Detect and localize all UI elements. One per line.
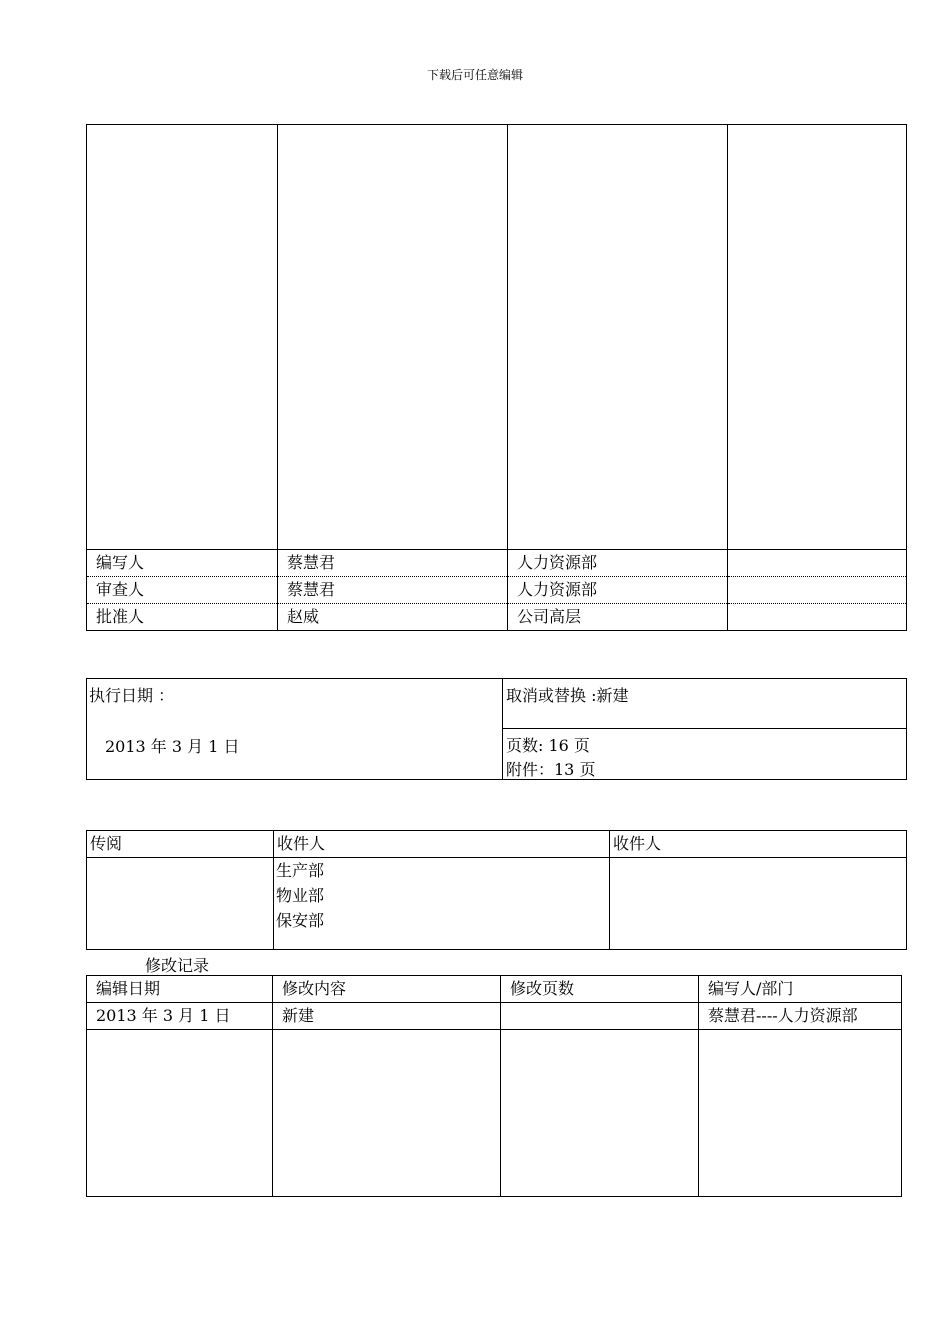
blank-cell	[87, 1030, 273, 1197]
list-item: 物业部	[276, 886, 325, 905]
name-cell: 赵威	[278, 604, 508, 631]
list-item: 生产部	[276, 861, 325, 880]
blank-cell	[273, 1030, 501, 1197]
blank-cell	[501, 1030, 699, 1197]
execution-date-cell	[87, 679, 503, 780]
cancel-label: 取消或替换 :新建	[506, 686, 629, 705]
dept-cell: 人力资源部	[508, 577, 728, 604]
table-cell: 2013 年 3 月 1 日	[87, 1003, 273, 1030]
recipient-header: 收件人	[610, 831, 907, 858]
table-row	[87, 1003, 902, 1030]
attachments-text: 附件：13 页	[506, 760, 596, 779]
blank-cell	[278, 125, 508, 550]
approval-table	[86, 124, 907, 631]
blank-cell	[87, 125, 278, 550]
recipient-header: 收件人	[274, 831, 610, 858]
table-cell: 蔡慧君----人力资源部	[699, 1003, 902, 1030]
blank-cell	[728, 604, 907, 631]
blank-cell	[728, 125, 907, 550]
cancel-cell	[503, 679, 907, 729]
name-cell: 蔡慧君	[278, 577, 508, 604]
execution-table	[86, 678, 907, 780]
name-cell: 蔡慧君	[278, 550, 508, 577]
blank-cell	[508, 125, 728, 550]
execution-date-label: 执行日期 ：	[89, 686, 175, 705]
column-header: 修改页数	[501, 976, 699, 1003]
blank-cell	[610, 858, 907, 950]
circulation-header: 传阅	[87, 831, 274, 858]
role-cell: 编写人	[87, 550, 278, 577]
dept-cell: 公司高层	[508, 604, 728, 631]
role-cell: 批准人	[87, 604, 278, 631]
recipient-list	[274, 858, 610, 950]
table-cell: 新建	[273, 1003, 501, 1030]
dept-cell: 人力资源部	[508, 550, 728, 577]
blank-cell	[87, 858, 274, 950]
table-row	[87, 1030, 902, 1197]
pages-text: 页数: 16 页	[506, 736, 590, 755]
revision-table	[86, 975, 902, 1197]
column-header: 修改内容	[273, 976, 501, 1003]
approval-row-reviewer	[87, 577, 907, 604]
table-row	[87, 976, 902, 1003]
page-header: 下载后可任意编辑	[426, 68, 523, 82]
circulation-table	[86, 830, 907, 950]
blank-cell	[728, 550, 907, 577]
table-cell	[501, 1003, 699, 1030]
pages-cell	[503, 729, 907, 780]
approval-row-writer	[87, 550, 907, 577]
blank-cell	[728, 577, 907, 604]
blank-cell	[699, 1030, 902, 1197]
approval-row-approver	[87, 604, 907, 631]
role-cell: 审查人	[87, 577, 278, 604]
column-header: 编辑日期	[87, 976, 273, 1003]
revision-title: 修改记录	[145, 956, 210, 975]
list-item: 保安部	[276, 911, 325, 930]
column-header: 编写人/部门	[699, 976, 902, 1003]
execution-date-value: 2013 年 3 月 1 日	[105, 737, 240, 756]
